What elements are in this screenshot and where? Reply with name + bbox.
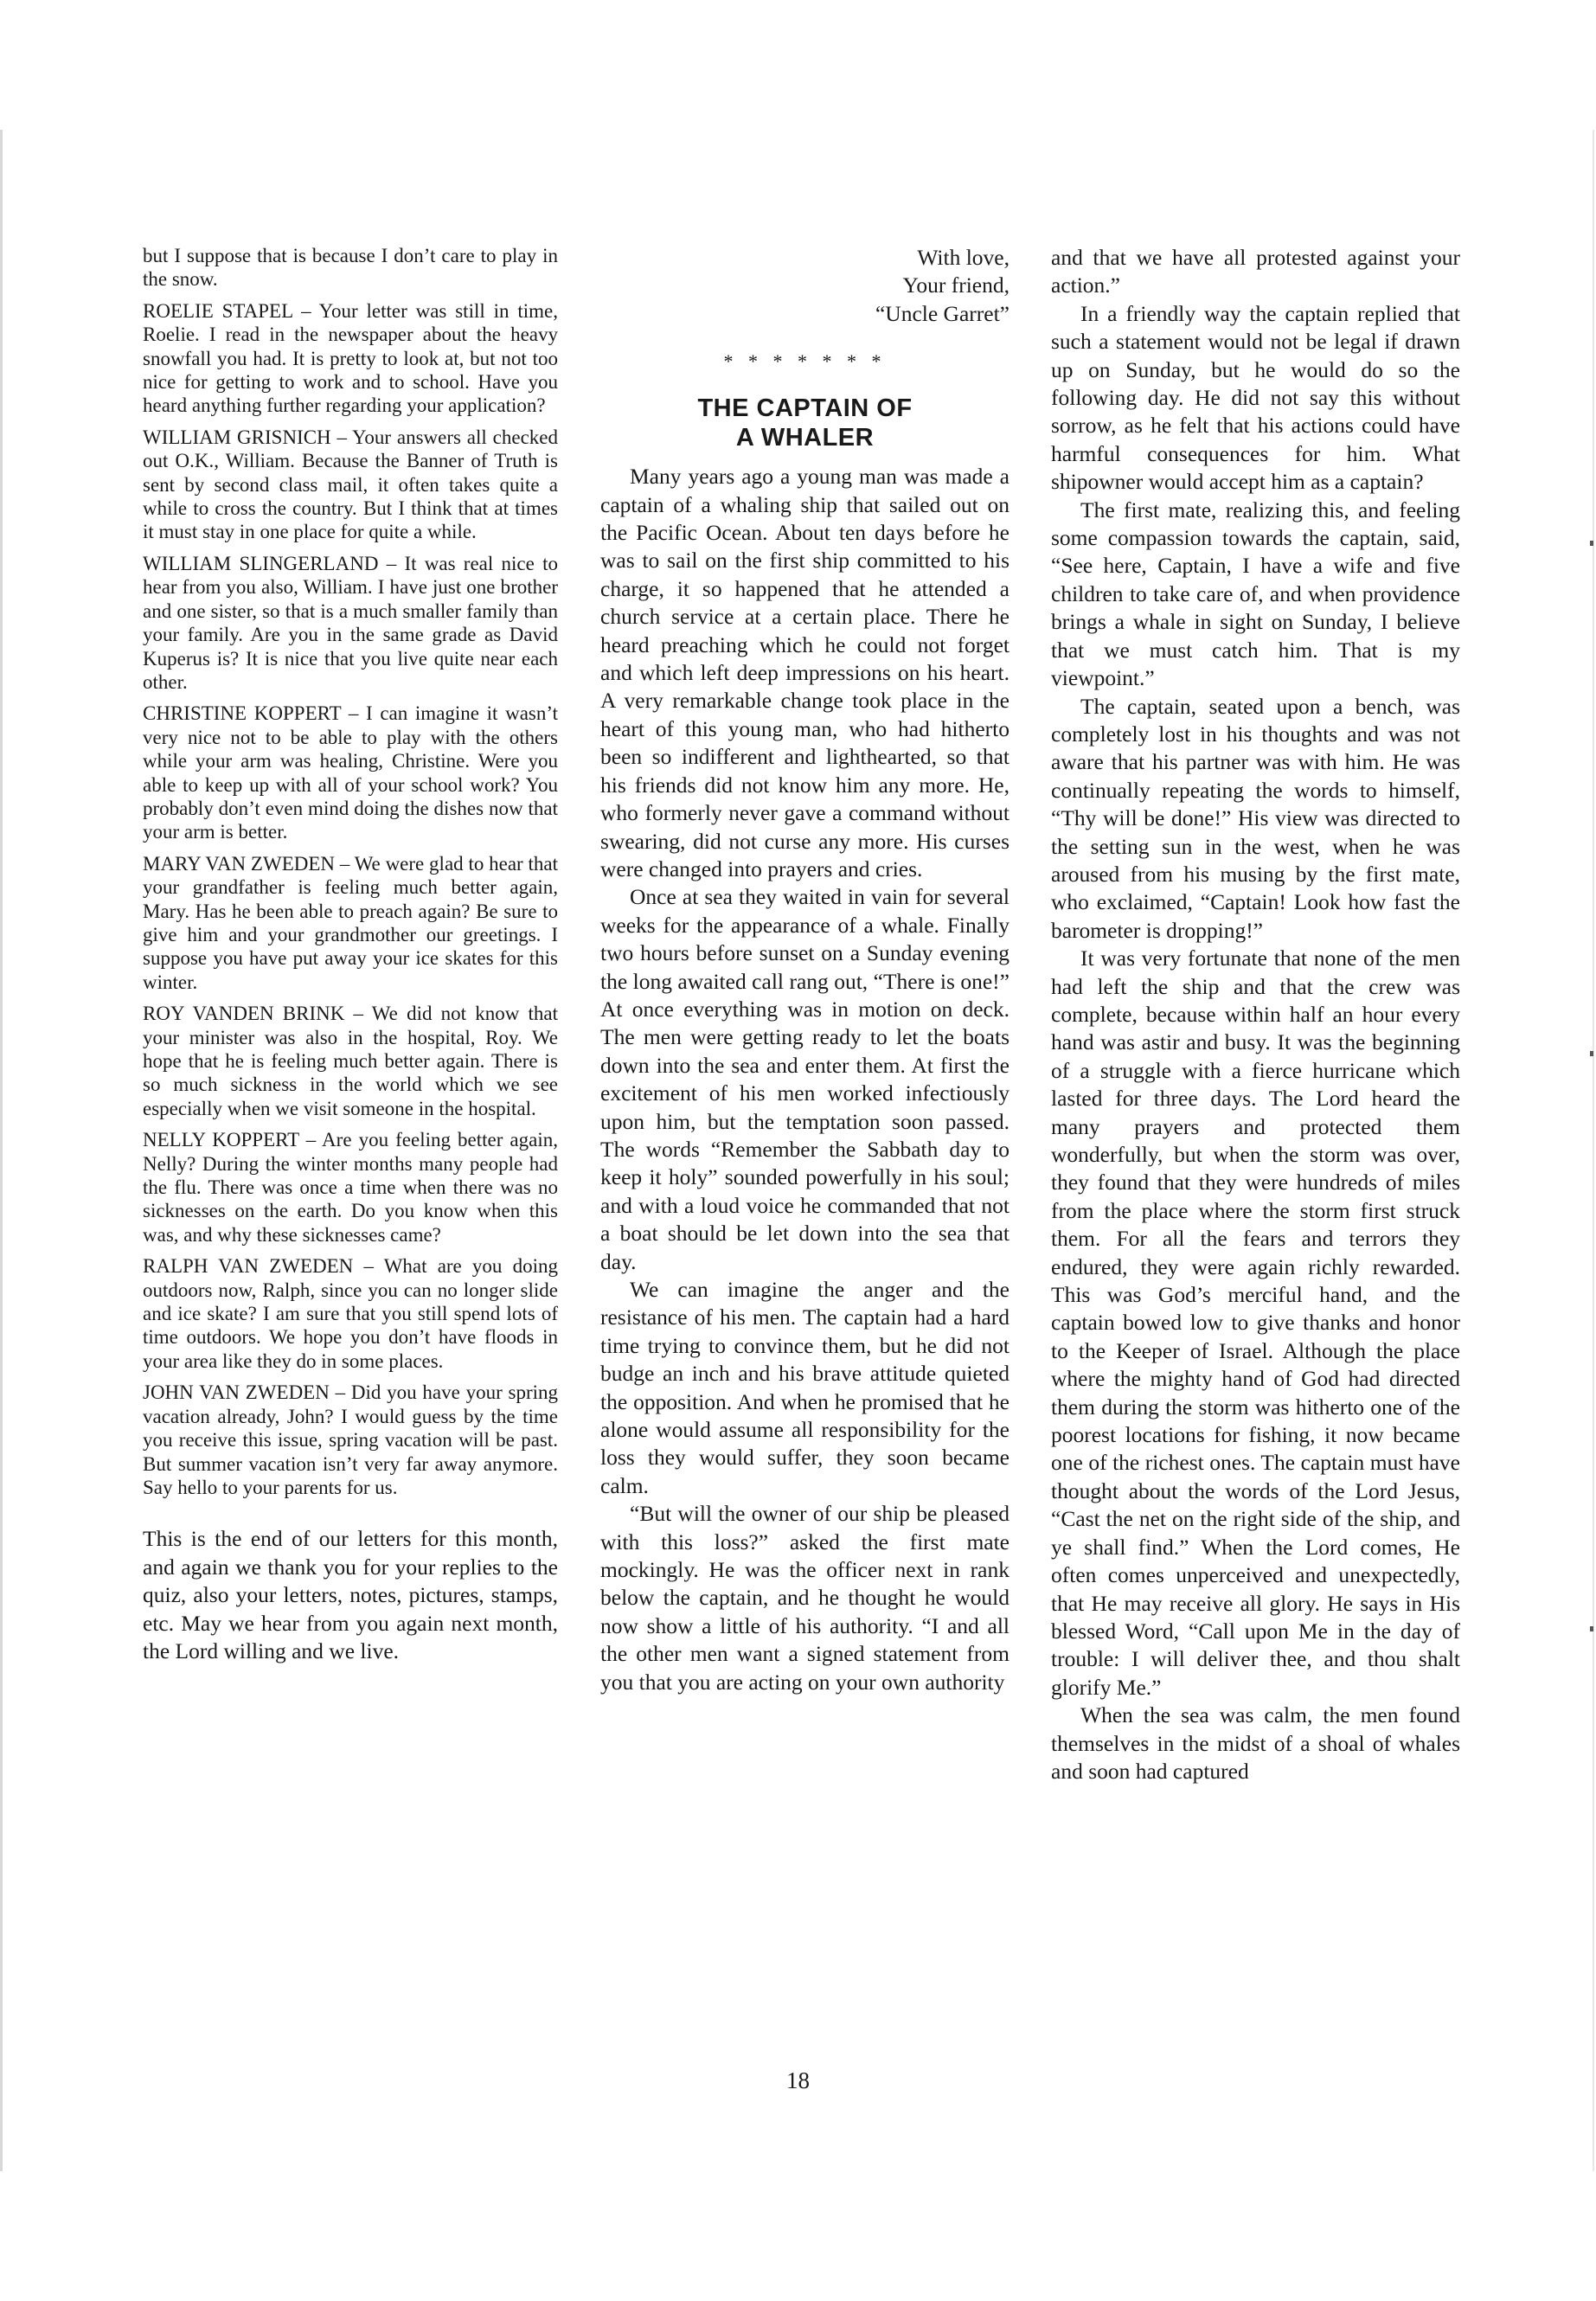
story-paragraph: When the sea was calm, the men found themselves in the midst of a shoal of whales and soon had captured <box>1051 1702 1460 1784</box>
story-column-1 <box>600 244 1010 1696</box>
section-separator: * * * * * * * <box>723 350 887 373</box>
scan-speck <box>1590 1626 1593 1631</box>
letter-item <box>143 426 558 544</box>
letter-recipient: WILLIAM SLINGERLAND <box>143 552 379 574</box>
story-title-line: THE CAPTAIN OF <box>697 394 913 423</box>
scan-edge-right <box>1593 130 1594 2171</box>
letter-item <box>143 1002 558 1120</box>
letter-reply: – Your answers all checked out O.K., William. Because the Banner of Truth is sent by second class mail, it often takes quite a while to cross the country. But I think that at times it must stay in one place for quite a while. <box>143 426 558 543</box>
letter-recipient: MARY VAN ZWEDEN <box>143 852 336 875</box>
scan-edge-left <box>0 130 3 2171</box>
story-paragraph: We can imagine the anger and the resistance of his men. The captain had a hard time trying to convince them, but he did not budge an inch and his brave attitude quieted the opposition. And when he promised that he alone would assume all responsibility for the loss they would suffer, they soon became calm. <box>600 1277 1010 1498</box>
letter-item <box>143 1254 558 1373</box>
letter-reply: but I suppose that is because I don’t care to play in the snow. <box>143 245 558 291</box>
letters-list <box>143 244 558 1499</box>
letter-recipient: WILLIAM GRISNICH <box>143 426 331 448</box>
letter-item <box>143 244 558 292</box>
story-paragraph: In a friendly way the captain replied that such a statement would not be legal if drawn up on Sunday, but he would do so the following day. He did not say this without sorrow, as he felt that his actions could have harmful consequences for him. What shipowner would accept him as a captain? <box>1051 300 1460 495</box>
story-body-continued <box>1051 244 1460 1785</box>
signature-line: With love, <box>917 245 1010 270</box>
letter-reply: – We did not know that your minister was also in the hospital, Roy. We hope that he is feeling much better again. There is so much sickness in the world which we see especially when we visit someone in the hospital. <box>143 1003 558 1119</box>
story-paragraph: and that we have all protested against your action.” <box>1051 245 1460 298</box>
scan-speck <box>1590 1051 1593 1056</box>
story-paragraph: It was very fortunate that none of the men had left the ship and that the crew was complete, because within half an hour every hand was astir and busy. It was the beginning of a struggle with a fierce hurricane which lasted for three days. The Lord heard the many prayers and protected them wonderfully, but when the storm was over, they found that they were hundreds of miles from the place where the storm first struck them. For all the fears and terrors they endured, they were again richly rewarded. This was God’s merciful hand, and the captain bowed low to give thanks and honor to the Keeper of Israel. Although the place where the mighty hand of God had directed them during the storm was hitherto one of the poorest locations for fishing, it now became one of the richest ones. The captain must have thought about the words of the Lord Jesus, “Cast the net on the right side of the ship, and ye shall find.” When the Lord comes, He often comes unperceived and unexpectedly, that He may receive all glory. He says in His blessed Word, “Call upon Me in the day of trouble: I will deliver thee, and thou shalt glorify Me.” <box>1051 945 1460 1700</box>
story-paragraph: The first mate, realizing this, and feeling some compassion towards the captain, said, “See here, Captain, I have a wife and five children to take care of, and when providence brings a whale in sight on Sunday, I believe that we must catch him. That is my viewpoint.” <box>1051 497 1460 691</box>
letter-item <box>143 1128 558 1247</box>
signature-block <box>600 244 1010 328</box>
signature-line: Your friend, <box>902 272 1010 298</box>
letter-recipient: NELLY KOPPERT <box>143 1129 299 1151</box>
scan-margin-bottom <box>0 2171 1596 2301</box>
letter-recipient: CHRISTINE KOPPERT <box>143 702 342 725</box>
letter-item <box>143 299 558 418</box>
story-paragraph: Once at sea they waited in vain for several weeks for the appearance of a whale. Finally two hours before sunset on a Sunday evening the long awaited call rang out, “There is one!” At once everything was in motion on deck. The men were getting ready to let the boats down into the sea and enter them. At first the excitement of his men worked infectiously upon him, but the temptation soon passed. The words “Remember the Sabbath day to keep it holy” sounded powerfully in his soul; and with a loud voice he commanded that not a boat should be let down into the sea that day. <box>600 884 1010 1274</box>
letter-reply: – What are you doing outdoors now, Ralph, since you can no longer slide and ice skate? I am sure that you still spend lots of time outdoors. We hope you don’t have floods in your area like they do in some places. <box>143 1255 558 1372</box>
signature-line: “Uncle Garret” <box>875 300 1010 326</box>
letter-item <box>143 852 558 994</box>
story-title <box>600 394 1010 452</box>
letter-recipient: ROELIE STAPEL <box>143 299 293 322</box>
page-number: 18 <box>786 2067 810 2093</box>
story-paragraph: “But will the owner of our ship be pleased with this loss?” asked the first mate mockingly. He was the officer next in rank below the captain, and he thought he would now show a little of his authority. “I and all the other men want a signed statement from you that you are acting on your own authority <box>600 1501 1010 1695</box>
letter-reply: – It was real nice to hear from you also, William. I have just one brother and one sister, so that is a much smaller family than your family. Are you in the same grade as David Kuperus is? It is nice that you live quite near each other. <box>143 552 558 693</box>
letter-recipient: ROY VANDEN BRINK <box>143 1003 345 1025</box>
story-paragraph: The captain, seated upon a bench, was completely lost in his thoughts and was not aware that his partner was with him. He was continually repeating the words to himself, “Thy will be done!” His view was directed to the setting sun in the west, when he was aroused from his musing by the first mate, who exclaimed, “Captain! Look how fast the barometer is dropping!” <box>1051 693 1460 943</box>
letter-item <box>143 702 558 843</box>
letter-item <box>143 1381 558 1499</box>
letter-reply: – We were glad to hear that your grandfather is feeling much better again, Mary. Has he been able to preach again? Be sure to give him and your grandmother our greetings. I suppose you have put away your ice skates for this winter. <box>143 852 558 993</box>
letter-reply: – I can imagine it wasn’t very nice not to be able to play with the others while your arm was healing, Christine. Were you able to keep up with all of your school work? You probably don’t even mind doing the dishes now that your arm is better. <box>143 702 558 843</box>
letter-reply: – Are you feeling better again, Nelly? During the winter months many people had the flu. There was once a time when there was no sicknesses on the earth. Do you know when this was, and why these sicknesses came? <box>143 1129 558 1246</box>
letter-reply: – Did you have your spring vacation already, John? I would guess by the time you receive this issue, spring vacation will be past. But summer vacation isn’t very far away anymore. Say hello to your parents for us. <box>143 1381 559 1498</box>
letter-recipient: JOHN VAN ZWEDEN <box>143 1381 330 1404</box>
story-paragraph: Many years ago a young man was made a captain of a whaling ship that sailed out on the Pacific Ocean. About ten days before he was to sail on the first ship committed to his charge, it so happened that he attended a church service at a certain place. There he heard preaching which he could not forget and which left deep impressions on his heart. A very remarkable change took place in the heart of this young man, who had hitherto been so indifferent and lighthearted, so that his friends did not know him any more. He, who formerly never gave a command without swearing, did not curse any more. His curses were changed into prayers and cries. <box>600 464 1010 881</box>
letter-reply: – Your letter was still in time, Roelie. I read in the newspaper about the heavy snowfall you had. It is pretty to look at, but not too nice for getting to work and to school. Have you heard anything further regarding your application? <box>143 299 558 417</box>
story-body <box>600 463 1010 1696</box>
scan-margin-top <box>0 0 1596 130</box>
closing-paragraph: This is the end of our letters for this month, and again we thank you for your replies to the quiz, also your letters, notes, pictures, stamps, etc. May we hear from you again next month, the Lord willing and we live. <box>143 1526 558 1663</box>
letters-column <box>143 244 558 1665</box>
story-title-line: A WHALER <box>735 424 875 452</box>
letter-item <box>143 552 558 694</box>
letter-recipient: RALPH VAN ZWEDEN <box>143 1255 354 1278</box>
story-column-2 <box>1051 244 1460 1785</box>
scan-speck <box>1590 541 1593 546</box>
